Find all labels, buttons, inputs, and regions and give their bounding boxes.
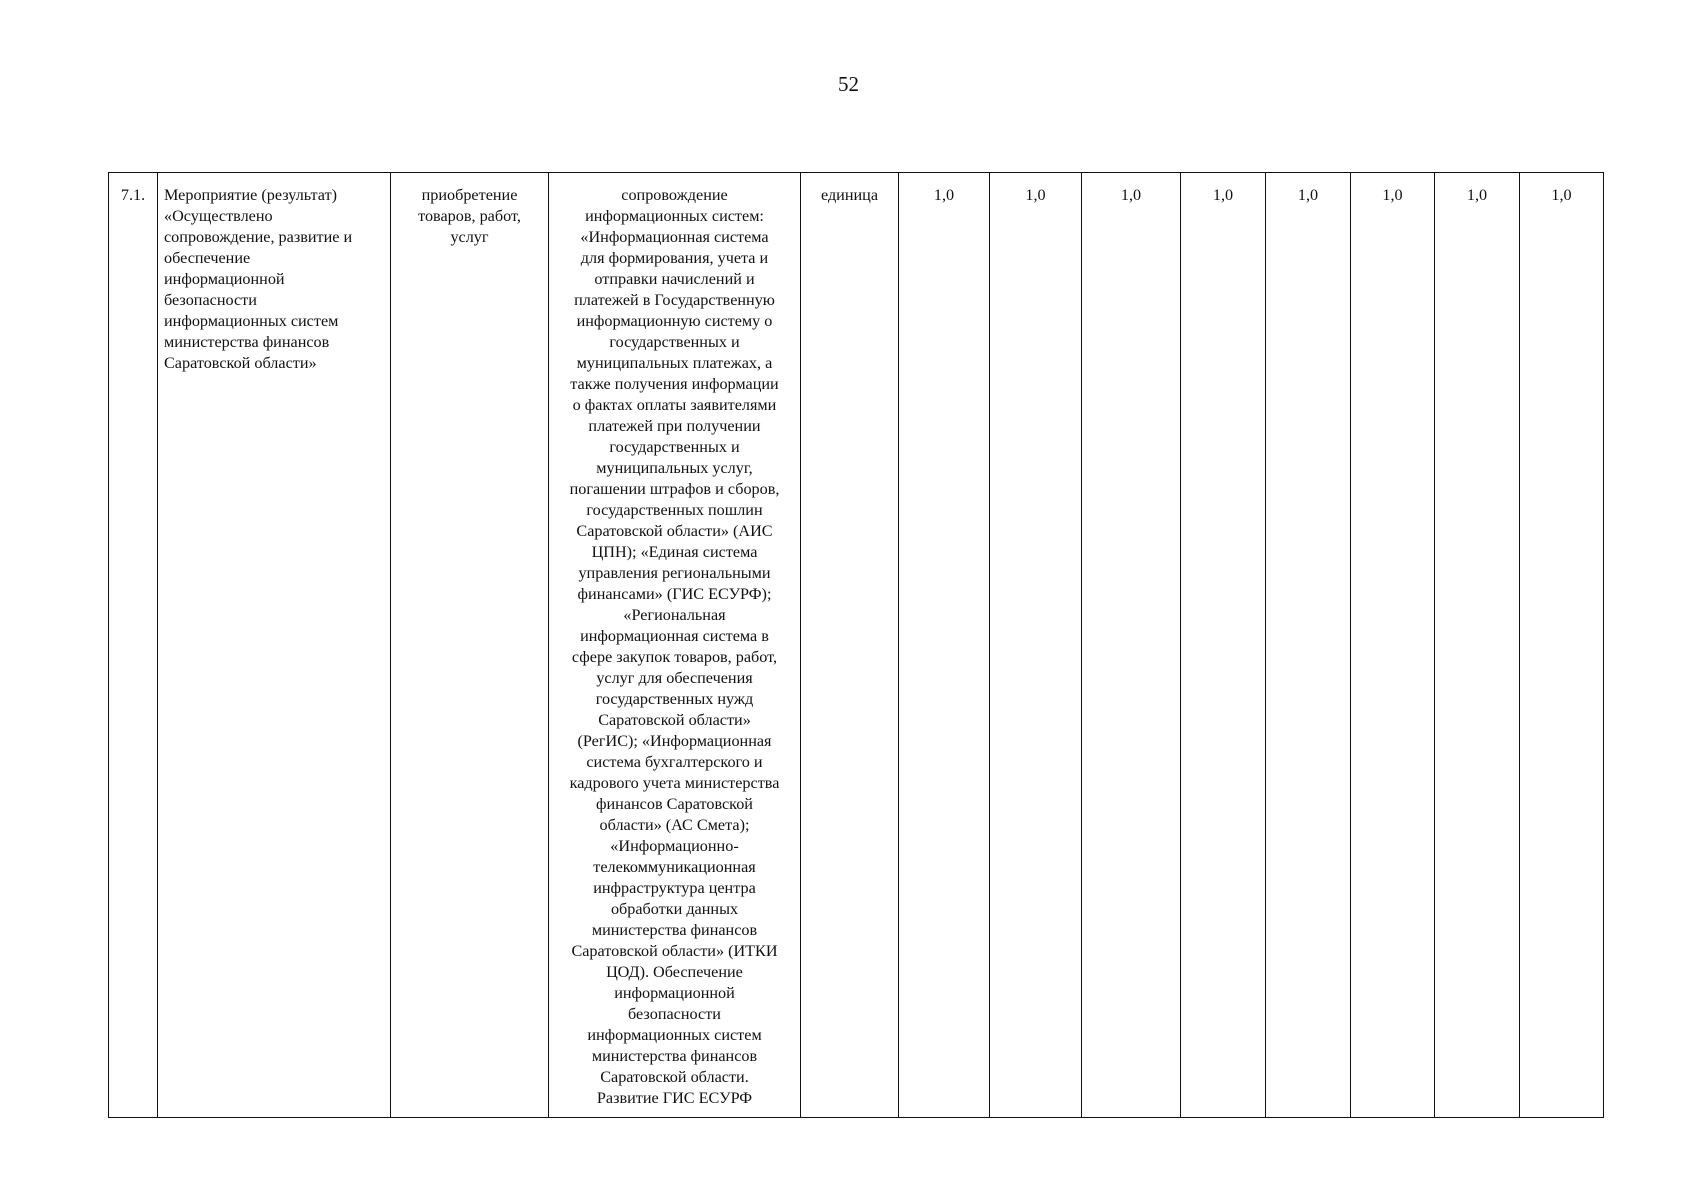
value-cell xyxy=(1435,173,1520,1118)
description-line: государственных нужд xyxy=(595,690,754,708)
description-line: муниципальных услуг, xyxy=(596,459,753,477)
description-line: платежей при получении xyxy=(588,417,761,435)
description-line: информационную систему о xyxy=(576,312,773,330)
description-line: также получения информации xyxy=(570,375,779,393)
description-line: финансов Саратовской xyxy=(596,795,753,813)
description-line: министерства финансов xyxy=(591,1047,758,1065)
description-line: министерства финансов xyxy=(591,921,758,939)
value-cell xyxy=(899,173,990,1118)
measures-table xyxy=(108,172,1604,1118)
indicator-value: 1,0 xyxy=(1212,186,1234,204)
description-line: «Информационная система xyxy=(580,228,769,246)
value-cell xyxy=(1082,173,1181,1118)
description-line: отправки начислений и xyxy=(594,270,755,288)
measure-name-cell xyxy=(158,173,391,1118)
description-line: Развитие ГИС ЕСУРФ xyxy=(596,1089,753,1107)
description-line: информационных систем xyxy=(587,1026,762,1044)
description-line: кадрового учета министерства xyxy=(569,774,780,792)
description-line: о фактах оплаты заявителями xyxy=(572,396,777,414)
description-line: для формирования, учета и xyxy=(580,249,769,267)
indicator-value: 1,0 xyxy=(1382,186,1403,204)
measure-name-line: обеспечение xyxy=(164,249,251,267)
description-line: государственных и xyxy=(609,333,740,351)
description-line: (РегИС); «Информационная xyxy=(577,732,772,750)
description-line: сфере закупок товаров, работ, xyxy=(571,648,778,666)
description-line: Саратовской области. xyxy=(600,1068,749,1086)
indicator-value: 1,0 xyxy=(1297,186,1319,204)
measure-type-line: услуг xyxy=(450,228,489,246)
measure-name-line: министерства финансов xyxy=(164,333,330,351)
measure-name-line: «Осуществлено xyxy=(164,207,273,225)
description-line: Саратовской области» (АИС xyxy=(576,522,773,540)
value-cell xyxy=(1266,173,1351,1118)
measure-name-line: безопасности xyxy=(164,291,257,309)
description-line: области» (АС Смета); xyxy=(599,816,750,834)
value-cell xyxy=(1520,173,1604,1118)
description-line: управления региональными xyxy=(578,564,771,582)
indicator-value: 1,0 xyxy=(1120,186,1142,204)
description-line: платежей в Государственную xyxy=(574,291,775,309)
description-line: ЦПН); «Единая система xyxy=(591,543,758,561)
value-cell xyxy=(1181,173,1266,1118)
description-line: ЦОД). Обеспечение xyxy=(606,963,743,981)
value-cell xyxy=(990,173,1082,1118)
description-line: обработки данных xyxy=(610,900,739,918)
measure-description-cell xyxy=(549,173,801,1118)
measure-name-line: информационных систем xyxy=(164,312,339,330)
description-line: инфраструктура центра xyxy=(593,879,756,897)
measure-type-line: товаров, работ, xyxy=(418,207,521,225)
table-row xyxy=(109,173,1604,1118)
description-line: безопасности xyxy=(628,1005,721,1023)
description-line: Саратовской области» xyxy=(598,711,751,729)
indicator-value: 1,0 xyxy=(933,186,955,204)
description-line: «Информационно- xyxy=(610,837,739,855)
description-line: услуг для обеспечения xyxy=(596,669,753,687)
description-line: «Региональная xyxy=(623,606,726,624)
description-line: телекоммуникационная xyxy=(593,858,756,876)
description-line: Саратовской области» (ИТКИ xyxy=(571,942,778,960)
description-line: информационная система в xyxy=(580,627,769,645)
indicator-value: 1,0 xyxy=(1551,186,1572,204)
description-line: информационной xyxy=(614,984,735,1002)
unit-value: единица xyxy=(820,186,879,204)
description-line: государственных и xyxy=(609,438,740,456)
measure-name-line: Саратовской области» xyxy=(164,354,317,372)
description-line: система бухгалтерского и xyxy=(586,753,763,771)
unit-cell xyxy=(801,173,899,1118)
row-number-cell xyxy=(109,173,158,1118)
measure-type-cell xyxy=(391,173,549,1118)
indicator-value: 1,0 xyxy=(1025,186,1046,204)
measure-name-line: информационной xyxy=(164,270,285,288)
measure-type-line: приобретение xyxy=(421,186,518,204)
description-line: информационных систем: xyxy=(585,207,764,225)
row-number: 7.1. xyxy=(120,186,146,204)
indicator-value: 1,0 xyxy=(1466,186,1488,204)
description-line: погашении штрафов и сборов, xyxy=(569,480,780,498)
page-number: 52 xyxy=(838,72,859,96)
description-line: сопровождение xyxy=(621,186,728,204)
value-cell xyxy=(1351,173,1435,1118)
description-line: муниципальных платежах, а xyxy=(576,354,773,372)
measure-name-line: сопровождение, развитие и xyxy=(164,228,353,246)
measure-name-line: Мероприятие (результат) xyxy=(164,186,338,204)
description-line: финансами» (ГИС ЕСУРФ); xyxy=(577,585,772,603)
description-line: государственных пошлин xyxy=(586,501,763,519)
